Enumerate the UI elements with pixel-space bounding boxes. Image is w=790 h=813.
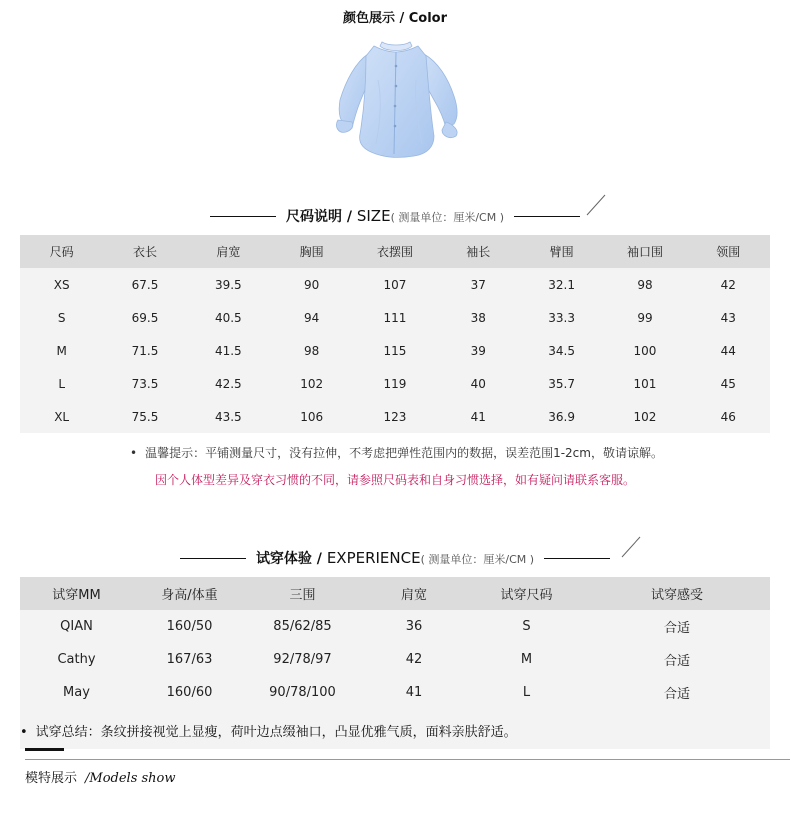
table-cell: 44 <box>720 343 736 358</box>
table-cell: 39 <box>470 343 486 358</box>
size-col-header: 袖口围 <box>626 245 663 259</box>
table-cell: QIAN <box>60 619 93 634</box>
table-cell: 37 <box>470 277 486 292</box>
table-cell: L <box>58 376 65 391</box>
experience-section-heading <box>0 548 790 568</box>
experience-col-header: 肩宽 <box>400 588 427 603</box>
size-col-header: 胸围 <box>299 245 324 259</box>
size-heading-unit: ( 测量单位：厘米/CM ) <box>390 211 505 224</box>
experience-heading-en: EXPERIENCE <box>326 549 421 567</box>
table-cell: 合适 <box>663 687 690 702</box>
table-cell: 167/63 <box>166 652 213 667</box>
table-cell: 102 <box>300 376 324 391</box>
table-cell: 43 <box>720 310 736 325</box>
size-col-header: 袖长 <box>466 245 491 259</box>
heading-divider-left <box>210 216 276 217</box>
table-cell: 41 <box>470 409 486 424</box>
table-cell: 合适 <box>663 621 690 636</box>
table-cell: 92/78/97 <box>273 652 332 667</box>
slash-mark-icon <box>620 535 644 559</box>
size-col-header: 肩宽 <box>216 245 241 259</box>
table-cell: 94 <box>304 310 320 325</box>
experience-heading-unit: ( 测量单位：厘米/CM ) <box>420 553 535 566</box>
table-cell: Cathy <box>57 652 96 667</box>
table-cell: 38 <box>470 310 486 325</box>
table-cell: 45 <box>720 376 736 391</box>
table-cell: 39.5 <box>214 277 242 292</box>
table-cell: 合适 <box>663 654 690 669</box>
table-cell: May <box>63 685 90 700</box>
table-cell: 119 <box>383 376 407 391</box>
table-cell: 43.5 <box>214 409 242 424</box>
models-title-en: /Models show <box>85 771 176 786</box>
table-cell: 73.5 <box>131 376 159 391</box>
table-cell: 32.1 <box>548 277 575 292</box>
heading-divider-left <box>180 558 246 559</box>
table-cell: 85/62/85 <box>273 619 332 634</box>
table-cell: XS <box>53 277 70 292</box>
table-cell: 42.5 <box>214 376 242 391</box>
table-row <box>20 301 770 334</box>
table-row <box>20 676 770 709</box>
size-heading-cn: 尺码说明 / <box>285 209 357 225</box>
table-cell: 34.5 <box>548 343 575 358</box>
size-col-header: 领围 <box>716 245 741 259</box>
table-cell: 100 <box>633 343 657 358</box>
table-cell: 69.5 <box>131 310 159 325</box>
table-cell: 67.5 <box>131 277 159 292</box>
table-cell: 41 <box>405 685 423 700</box>
size-col-header: 衣摆围 <box>376 245 413 259</box>
table-cell: 101 <box>633 376 657 391</box>
heading-divider-right <box>514 216 580 217</box>
table-cell: 42 <box>405 652 423 667</box>
table-cell: 90/78/100 <box>269 685 336 700</box>
table-cell: 75.5 <box>131 409 159 424</box>
measurement-tip: • 温馨提示：平铺测量尺寸，没有拉伸，不考虑把弹性范围内的数据，误差范围1-2cm，敬请谅解。 <box>130 444 663 461</box>
table-row <box>20 643 770 676</box>
experience-col-header: 试穿感受 <box>650 588 703 603</box>
table-cell: S <box>522 619 531 634</box>
table-cell: 160/50 <box>166 619 213 634</box>
color-section-title: 颜色展示 / Color <box>342 11 448 26</box>
shirt-image <box>330 40 462 162</box>
size-section-heading <box>0 206 790 226</box>
table-cell: 111 <box>383 310 407 325</box>
slash-mark-icon <box>585 193 609 217</box>
table-cell: 71.5 <box>131 343 159 358</box>
experience-col-header: 三围 <box>289 588 316 603</box>
table-cell: 46 <box>720 409 736 424</box>
table-cell: 42 <box>720 277 736 292</box>
models-accent-bar <box>25 748 64 751</box>
size-warning: 因个人体型差异及穿衣习惯的不同，请参照尺码表和自身习惯选择，如有疑问请联系客服。 <box>154 473 635 487</box>
size-col-header: 臂围 <box>549 245 574 259</box>
experience-col-header: 身高/体重 <box>161 588 218 603</box>
table-row <box>20 334 770 367</box>
table-cell: 33.3 <box>548 310 575 325</box>
size-col-header: 尺码 <box>49 245 74 259</box>
table-cell: 115 <box>383 343 407 358</box>
table-row <box>20 610 770 643</box>
table-row <box>20 268 770 301</box>
heading-divider-right <box>544 558 610 559</box>
table-cell: 102 <box>633 409 657 424</box>
table-cell: 107 <box>383 277 407 292</box>
table-cell: 36 <box>405 619 423 634</box>
experience-table <box>20 577 770 709</box>
table-cell: 106 <box>300 409 324 424</box>
table-row <box>20 400 770 433</box>
table-cell: 99 <box>637 310 653 325</box>
table-cell: 160/60 <box>166 685 213 700</box>
size-table-header <box>20 235 770 268</box>
experience-heading-cn: 试穿体验 / <box>255 551 327 567</box>
table-cell: 41.5 <box>214 343 242 358</box>
table-row <box>20 367 770 400</box>
table-cell: 123 <box>383 409 407 424</box>
models-title-cn: 模特展示 <box>25 771 78 786</box>
experience-table-header <box>20 577 770 610</box>
experience-col-header: 试穿MM <box>52 588 101 603</box>
table-cell: 40 <box>470 376 486 391</box>
table-cell: 98 <box>304 343 320 358</box>
table-cell: 35.7 <box>548 376 575 391</box>
table-cell: S <box>57 310 66 325</box>
table-cell: L <box>522 685 531 700</box>
experience-summary: • 试穿总结：条纹拼接视觉上显瘦，荷叶边点缀袖口，凸显优雅气质，面料亲肤舒适。 <box>20 721 517 740</box>
experience-col-header: 试穿尺码 <box>500 588 553 603</box>
table-cell: M <box>56 343 67 358</box>
table-cell: XL <box>54 409 70 424</box>
table-cell: M <box>520 652 533 667</box>
table-cell: 36.9 <box>548 409 575 424</box>
table-cell: 40.5 <box>214 310 242 325</box>
models-divider <box>25 759 790 760</box>
table-cell: 98 <box>637 277 653 292</box>
size-heading-en: SIZE <box>356 207 391 225</box>
size-table <box>20 235 770 433</box>
models-section-title <box>25 767 176 786</box>
table-cell: 90 <box>304 277 320 292</box>
size-col-header: 衣长 <box>132 245 157 259</box>
